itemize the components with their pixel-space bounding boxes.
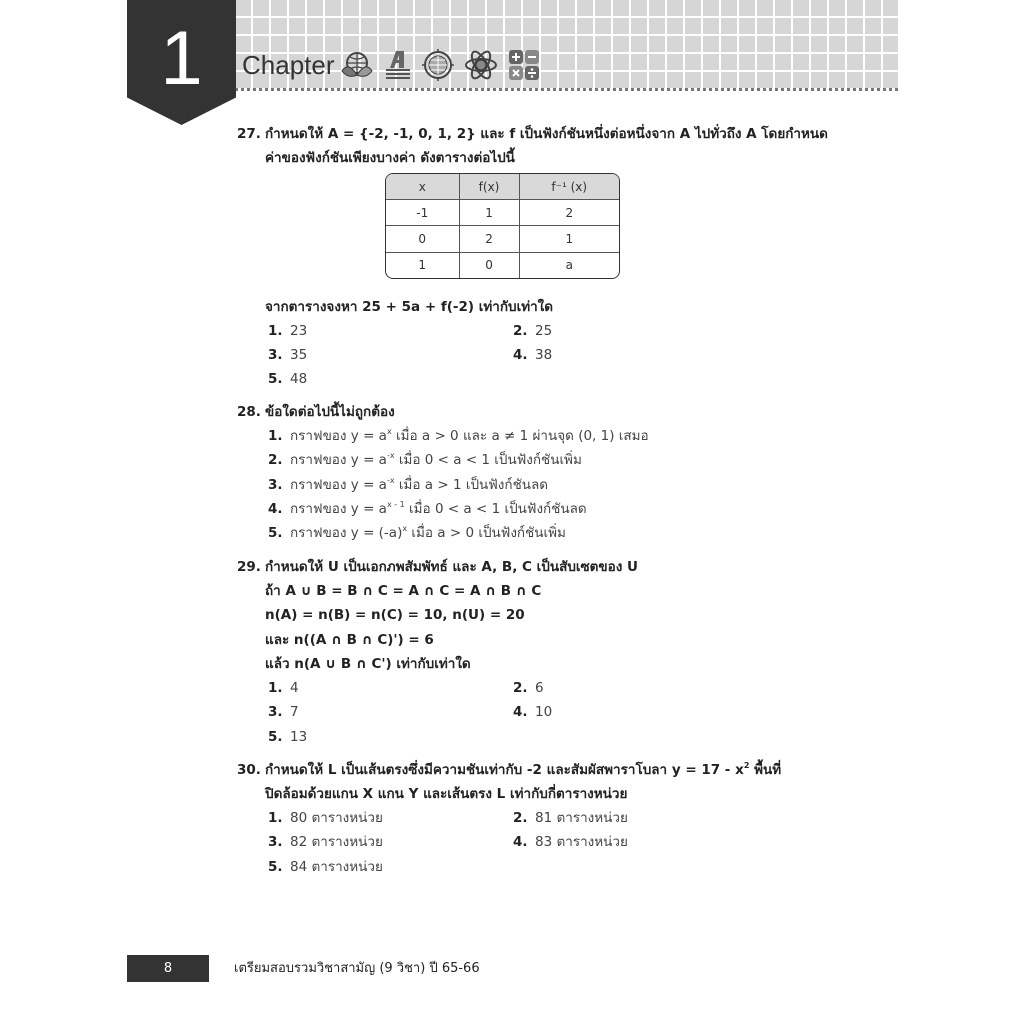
option-text-post: เมื่อ 0 < a < 1 เป็นฟังก์ชันลด [404, 501, 587, 517]
option-text: 38 [535, 347, 553, 363]
question-30-number: 30. [237, 762, 261, 778]
option-exponent: x - 1 [386, 500, 405, 509]
question-27-line-2: ค่าของฟังก์ชันเพียงบางค่า ดังตารางต่อไปนี้ [265, 150, 515, 166]
question-29-number: 29. [237, 559, 261, 575]
option-number: 1. [268, 323, 283, 339]
option-exponent: -x [386, 451, 395, 460]
question-29-line-3: n(A) = n(B) = n(C) = 10, n(U) = 20 [265, 607, 525, 623]
question-29-line-2: ถ้า A ∪ B = B ∩ C = A ∩ C = A ∩ B ∩ C [265, 583, 542, 599]
option-text [290, 501, 587, 517]
table-header-cell: x [386, 174, 459, 200]
question-30-line-1-post: พื้นที่ [749, 762, 782, 778]
answer-option[interactable] [268, 858, 383, 876]
book-title: เตรียมสอบรวมวิชาสามัญ (9 วิชา) ปี 65-66 [234, 961, 480, 976]
option-number: 1. [268, 680, 283, 696]
question-30-line-1-pre: กำหนดให้ L เป็นเส้นตรงซึ่งมีความชันเท่ากับ -2 และสัมผัสพาราโบลา y = 17 - x [265, 762, 744, 778]
function-table [385, 173, 620, 279]
option-number: 3. [268, 477, 283, 493]
answer-option[interactable] [268, 833, 383, 851]
table-cell: a [519, 252, 619, 278]
option-text [290, 428, 649, 444]
question-27-number: 27. [237, 126, 261, 142]
table-row [386, 252, 619, 278]
option-text-post: เมื่อ a > 1 เป็นฟังก์ชันลด [394, 477, 548, 493]
option-number: 2. [513, 810, 528, 826]
option-number: 4. [268, 501, 283, 517]
option-number: 4. [513, 704, 528, 720]
option-text: 35 [290, 347, 308, 363]
answer-option[interactable] [513, 809, 628, 827]
option-text: 4 [290, 680, 299, 696]
table-cell: 0 [386, 226, 459, 252]
option-text-pre: กราฟของ y = a [290, 452, 387, 468]
option-text: 83 ตารางหน่วย [535, 834, 628, 850]
option-number: 2. [268, 452, 283, 468]
answer-option[interactable] [268, 370, 307, 388]
answer-option[interactable] [268, 346, 307, 364]
answer-option[interactable] [268, 451, 582, 469]
option-text: 10 [535, 704, 553, 720]
answer-option[interactable] [513, 703, 552, 721]
question-29-line-1: กำหนดให้ U เป็นเอกภพสัมพัทธ์ และ A, B, C เป็นสับเซตของ U [265, 559, 639, 575]
option-number: 3. [268, 347, 283, 363]
answer-option[interactable] [268, 524, 566, 542]
option-number: 3. [268, 704, 283, 720]
question-28-number: 28. [237, 404, 261, 420]
option-text-pre: กราฟของ y = (-a) [290, 525, 403, 541]
table-cell: 2 [459, 226, 519, 252]
table-cell: 0 [459, 252, 519, 278]
option-number: 2. [513, 680, 528, 696]
option-text: 13 [290, 729, 308, 745]
option-text-pre: กราฟของ y = a [290, 501, 387, 517]
answer-option[interactable] [513, 833, 628, 851]
table-row [386, 200, 619, 226]
option-number: 5. [268, 525, 283, 541]
option-exponent: -x [386, 476, 395, 485]
option-exponent: x [386, 427, 392, 436]
option-text [290, 477, 548, 493]
table-cell: 1 [459, 200, 519, 226]
option-text: 80 ตารางหน่วย [290, 810, 383, 826]
option-text-pre: กราฟของ y = a [290, 428, 387, 444]
question-30-exponent: 2 [743, 761, 750, 770]
question-27-line-1: กำหนดให้ A = {-2, -1, 0, 1, 2} และ f เป็นฟังก์ชันหนึ่งต่อหนึ่งจาก A ไปทั่วถึง A โดยกำหนด [265, 126, 828, 142]
page-number: 8 [127, 955, 209, 982]
answer-option[interactable] [268, 679, 299, 697]
table-header-row [386, 174, 619, 200]
option-text: 81 ตารางหน่วย [535, 810, 628, 826]
option-text [290, 525, 566, 541]
chapter-label: Chapter [242, 50, 335, 80]
option-number: 2. [513, 323, 528, 339]
table-header-cell: f⁻¹ (x) [519, 174, 619, 200]
table-cell: 1 [386, 252, 459, 278]
option-text-post: เมื่อ 0 < a < 1 เป็นฟังก์ชันเพิ่ม [394, 452, 582, 468]
question-30-line-1 [265, 761, 781, 779]
table-row [386, 226, 619, 252]
option-text-pre: กราฟของ y = a [290, 477, 387, 493]
option-number: 1. [268, 810, 283, 826]
answer-option[interactable] [268, 322, 307, 340]
option-text: 25 [535, 323, 553, 339]
table-cell: -1 [386, 200, 459, 226]
option-text [290, 452, 582, 468]
option-text: 84 ตารางหน่วย [290, 859, 383, 875]
question-29-line-4: และ n((A ∩ B ∩ C)') = 6 [265, 632, 434, 648]
option-text: 82 ตารางหน่วย [290, 834, 383, 850]
answer-option[interactable] [513, 346, 552, 364]
answer-option[interactable] [268, 427, 649, 445]
answer-option[interactable] [268, 809, 383, 827]
table-cell: 2 [519, 200, 619, 226]
question-29-line-5: แล้ว n(A ∪ B ∩ C') เท่ากับเท่าใด [265, 656, 471, 672]
option-number: 4. [513, 834, 528, 850]
option-text-post: เมื่อ a > 0 และ a ≠ 1 ผ่านจุด (0, 1) เสมอ [391, 428, 649, 444]
question-27-prompt: จากตารางจงหา 25 + 5a + f(-2) เท่ากับเท่าใด [265, 299, 554, 315]
option-text: 48 [290, 371, 308, 387]
option-text-post: เมื่อ a > 0 เป็นฟังก์ชันเพิ่ม [407, 525, 566, 541]
question-30-line-2: ปิดล้อมด้วยแกน X แกน Y และเส้นตรง L เท่ากับกี่ตารางหน่วย [265, 786, 628, 802]
option-number: 5. [268, 729, 283, 745]
chapter-number: 1 [160, 16, 203, 101]
option-exponent: x [402, 524, 408, 533]
answer-option[interactable] [268, 703, 299, 721]
option-text: 23 [290, 323, 308, 339]
answer-option[interactable] [513, 679, 544, 697]
option-text: 7 [290, 704, 299, 720]
table-cell: 1 [519, 226, 619, 252]
option-number: 5. [268, 859, 283, 875]
table-header-cell: f(x) [459, 174, 519, 200]
option-number: 3. [268, 834, 283, 850]
answer-option[interactable] [268, 476, 548, 494]
option-number: 4. [513, 347, 528, 363]
answer-option[interactable] [513, 322, 552, 340]
question-28-stem: ข้อใดต่อไปนี้ไม่ถูกต้อง [265, 404, 395, 420]
answer-option[interactable] [268, 728, 307, 746]
answer-option[interactable] [268, 500, 587, 518]
option-text: 6 [535, 680, 544, 696]
option-number: 1. [268, 428, 283, 444]
option-number: 5. [268, 371, 283, 387]
